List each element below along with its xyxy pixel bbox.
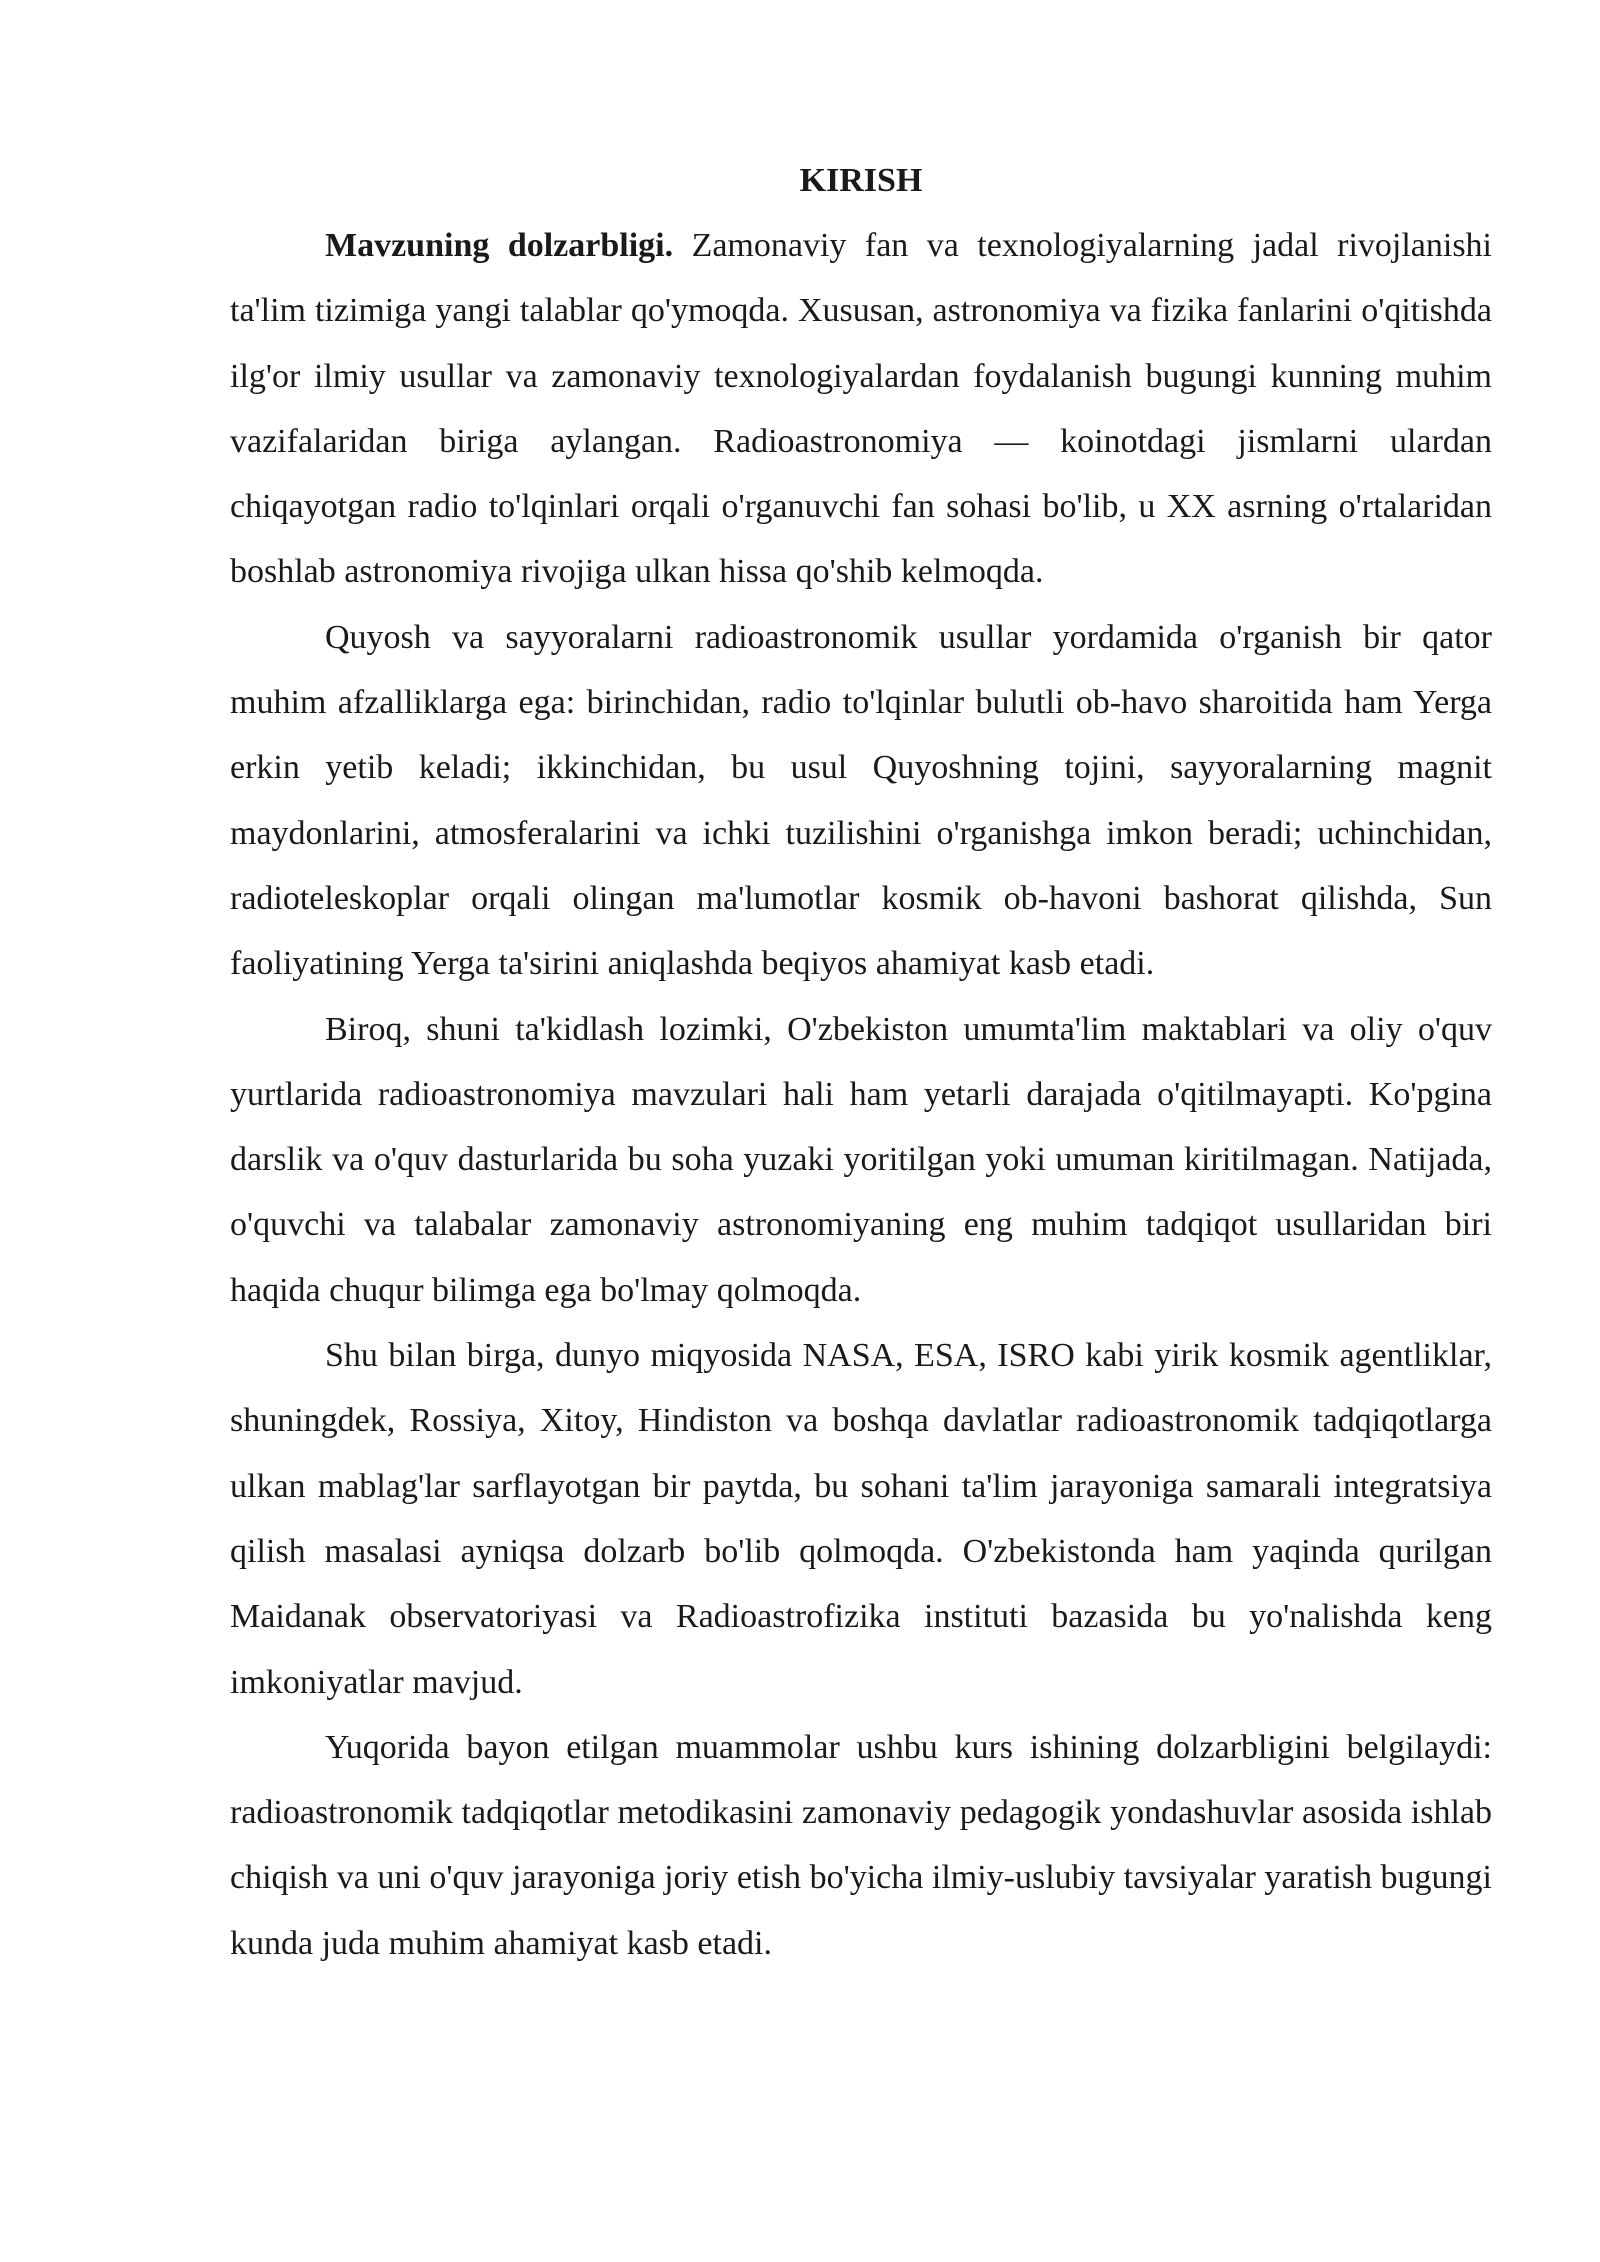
section-heading: KIRISH [799,162,923,199]
document-body [230,148,1492,1976]
paragraph-conclusion: Yuqorida bayon etilgan muammolar ushbu kurs ishining dolzarbligini belgilaydi: radioastronomik tadqiqotlar metodikasini zamonaviy pedagogik yondashuvlar asosida ishlab chiqish va uni o'quv jarayoniga joriy etish bo'yicha ilmiy-uslubiy tavsiyalar yaratish bugungi kunda juda muhim ahamiyat kasb etadi. [230,1728,1492,1962]
paragraph-advantages: Quyosh va sayyoralarni radioastronomik usullar yordamida o'rganish bir qator muhim afzalliklarga ega: birinchidan, radio to'lqinlar bulutli ob-havo sharoitida ham Yerga erkin yetib keladi; ikkinchidan, bu usul Quyoshning tojini, sayyoralarning magnit maydonlarini, atmosferalarini va ichki tuzilishini o'rganishga imkon beradi; uchinchidan, radioteleskoplar orqali olingan ma'lumotlar kosmik ob-havoni bashorat qilishda, Sun faoliyatining Yerga ta'sirini aniqlashda beqiyos ahamiyat kasb etadi. [230,618,1492,983]
paragraph-world-context: Shu bilan birga, dunyo miqyosida NASA, ESA, ISRO kabi yirik kosmik agentliklar, shuningdek, Rossiya, Xitoy, Hindiston va boshqa davlatlar radioastronomik tadqiqotlarga ulkan mablag'lar sarflayotgan bir paytda, bu sohani ta'lim jarayoniga samarali integratsiya qilish masalasi ayniqsa dolzarb bo'lib qolmoqda. O'zbekistonda ham yaqinda qurilgan Maidanak observatoriyasi va Radioastrofizika instituti bazasida bu yo'nalishda keng imkoniyatlar mavjud. [230,1337,1492,1701]
paragraph-lead-bold: Mavzuning dolzarbligi. [325,227,674,264]
paragraph-problem: Biroq, shuni ta'kidlash lozimki, O'zbekiston umumta'lim maktablari va oliy o'quv yurtlarida radioastronomiya mavzulari hali ham yetarli darajada o'qitilmayapti. Ko'pgina darslik va o'quv dasturlarida bu soha yuzaki yoritilgan yoki umuman kiritilmagan. Natijada, o'quvchi va talabalar zamonaviy astronomiyaning eng muhim tadqiqot usullaridan biri haqida chuqur bilimga ega bo'lmay qolmoqda. [230,1010,1492,1309]
paragraph-relevance [230,213,1492,605]
paragraph-text: Zamonaviy fan va texnologiyalarning jadal rivojlanishi ta'lim tizimiga yangi talablar qo'ymoqda. Xususan, astronomiya va fizika fanlarini o'qitishda ilg'or ilmiy usullar va zamonaviy texnologiyalardan foydalanish bugungi kunning muhim vazifalaridan biriga aylangan. Radioastronomiya — koinotdagi jismlarni ulardan chiqayotgan radio to'lqinlari orqali o'rganuvchi fan sohasi bo'lib, u XX asrning o'rtalaridan boshlab astronomiya rivojiga ulkan hissa qo'shib kelmoqda. [230,227,1493,591]
